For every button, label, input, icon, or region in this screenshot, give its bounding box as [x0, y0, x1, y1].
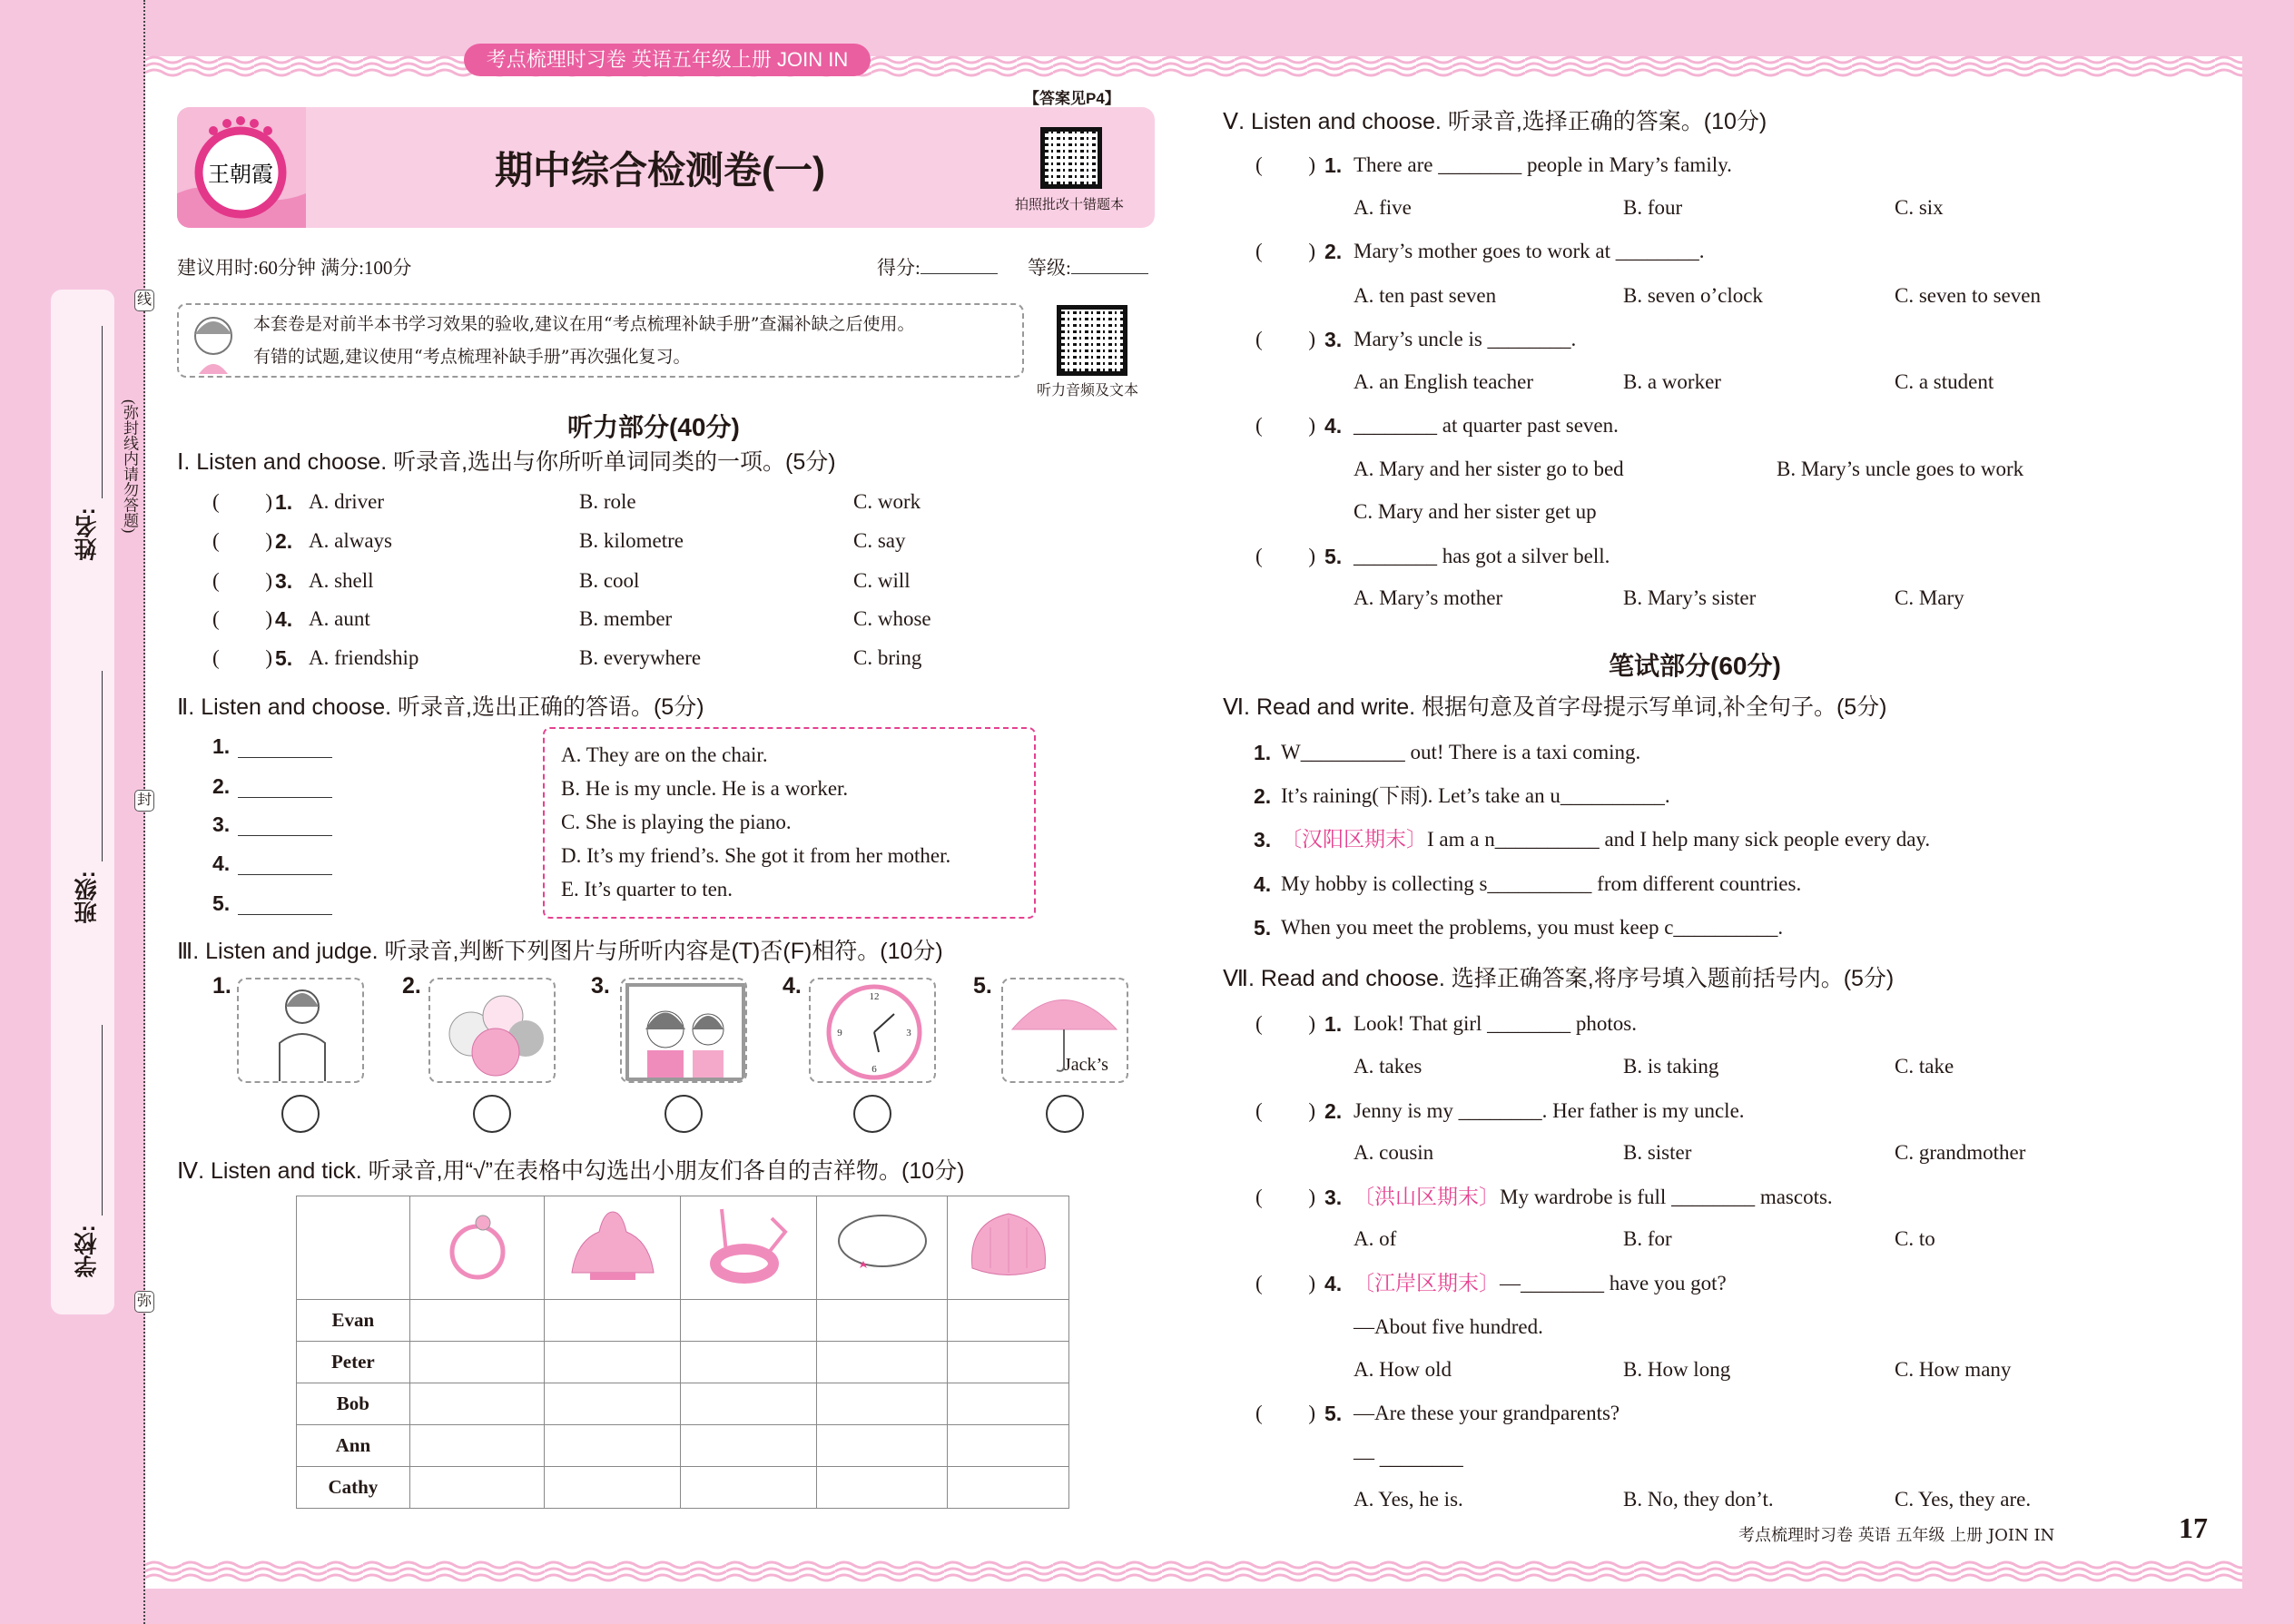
tick-cell[interactable] [948, 1300, 1069, 1342]
question-text: —Are these your grandparents? [1354, 1402, 1620, 1424]
judge-answer-circle[interactable] [281, 1095, 320, 1133]
time-and-score-info: 建议用时:60分钟 满分:100分 [177, 257, 412, 279]
logo-lettering: 王朝霞 [208, 162, 273, 187]
question-line [1354, 1097, 1745, 1125]
option-a: A. always [309, 529, 392, 552]
option-c: C. a student [1895, 370, 1994, 393]
question-text: ________ at quarter past seven. [1354, 414, 1619, 437]
option-c: C. How many [1895, 1358, 2012, 1381]
notice-line-1: 本套卷是对前半本书学习效果的验收,建议在用“考点梳理补缺手册”查漏补缺之后使用。 [253, 314, 915, 334]
question-text: —________ have you got? [1500, 1272, 1727, 1294]
question-number: 3. [1324, 328, 1343, 351]
judge-answer-circle[interactable] [665, 1095, 703, 1133]
question-text: My wardrobe is full ________ mascots. [1500, 1186, 1833, 1208]
top-wave-border [145, 54, 2242, 78]
tick-cell[interactable] [948, 1383, 1069, 1425]
option-b: B. Mary’s uncle goes to work [1777, 458, 2024, 480]
answer-bracket[interactable]: ( ) [1255, 1012, 1315, 1035]
option-c: C. to [1895, 1227, 1935, 1250]
answer-bracket[interactable]: ( ) [212, 607, 272, 630]
option-c: C. say [853, 529, 906, 552]
writing-part-title: 笔试部分(60分) [1609, 652, 1781, 680]
answer-blank[interactable] [238, 797, 332, 798]
question-text: Mary’s mother goes to work at ________. [1354, 240, 1705, 262]
answer-option: A. They are on the chair. [561, 743, 768, 766]
question-line [1354, 1270, 1727, 1297]
question-number: 1. [212, 734, 231, 758]
table-row [297, 1342, 1069, 1383]
answer-bracket[interactable]: ( ) [1255, 240, 1315, 262]
tick-cell[interactable] [409, 1383, 545, 1425]
option-b: B. kilometre [579, 529, 684, 552]
question-line [1354, 1010, 1637, 1038]
table-row [297, 1467, 1069, 1509]
answer-option: B. He is my uncle. He is a worker. [561, 777, 849, 800]
child-name: Bob [297, 1383, 410, 1425]
option-b: B. No, they don’t. [1623, 1488, 1774, 1511]
tick-cell[interactable] [948, 1467, 1069, 1509]
child-name: Evan [297, 1300, 410, 1342]
question-number: 4. [1324, 1272, 1343, 1295]
answer-bracket[interactable]: ( ) [1255, 1186, 1315, 1208]
option-b: B. seven o’clock [1623, 284, 1763, 307]
seal-mark-close: 弥 [134, 1291, 154, 1313]
option-a: A. Mary’s mother [1354, 586, 1503, 609]
answer-blank[interactable] [238, 874, 332, 875]
name-label: 姓名: [74, 507, 100, 561]
question-line [1354, 1400, 1620, 1427]
section-6-heading: Ⅵ. Read and write. 根据句意及首字母提示写单词,补全句子。(5分) [1223, 694, 1887, 720]
answer-bracket[interactable]: ( ) [1255, 153, 1315, 176]
shell-mascot-icon [948, 1196, 1069, 1300]
tick-cell[interactable] [545, 1342, 681, 1383]
judge-answer-circle[interactable] [473, 1095, 511, 1133]
option-a: A. shell [309, 569, 374, 592]
tick-cell[interactable] [817, 1425, 948, 1467]
tick-cell[interactable] [948, 1425, 1069, 1467]
section-3-heading: Ⅲ. Listen and judge. 听录音,判断下列图片与所听内容是(T)否(F)相符。(10分) [177, 939, 943, 964]
page-number: 17 [2179, 1511, 2208, 1544]
question-number: 1. [1254, 741, 1272, 764]
option-a: A. takes [1354, 1055, 1423, 1078]
class-field[interactable] [102, 671, 103, 861]
question-number: 2. [1254, 784, 1272, 808]
question-line [1281, 782, 1670, 810]
question-text: There are ________ people in Mary’s family. [1354, 153, 1732, 176]
question-number: 4. [212, 851, 231, 875]
question-number: 3. [1324, 1186, 1343, 1209]
notice-box [177, 303, 1024, 378]
question-number: 2. [275, 529, 293, 553]
seal-mark-seal: 封 [134, 790, 154, 812]
answer-bracket[interactable]: ( ) [212, 529, 272, 552]
dialogue-reply: — ________ [1354, 1446, 1463, 1469]
answer-option: E. It’s quarter to ten. [561, 878, 733, 901]
source-tag: 〔江岸区期末〕 [1354, 1272, 1500, 1294]
judge-answer-circle[interactable] [853, 1095, 891, 1133]
picture-number: 3. [591, 973, 610, 999]
qr-caption-audio: 听力音频及文本 [1037, 381, 1139, 399]
option-b: B. Mary’s sister [1623, 586, 1757, 609]
option-b: B. sister [1623, 1141, 1692, 1164]
question-number: 1. [275, 490, 293, 514]
question-number: 5. [275, 646, 293, 670]
section-1-heading: Ⅰ. Listen and choose. 听录音,选出与你所听单词同类的一项。(5分) [177, 449, 836, 475]
picture-number: 1. [212, 973, 231, 999]
student-info-strip [51, 290, 114, 1314]
tick-cell[interactable] [545, 1300, 681, 1342]
question-number: 3. [275, 569, 293, 593]
child-name: Cathy [297, 1467, 410, 1509]
score-label: 得分: [877, 257, 921, 279]
option-b: B. member [579, 607, 673, 630]
seal-note: (弥封线内请勿答题) [121, 399, 138, 534]
option-a: A. friendship [309, 646, 419, 669]
option-a: A. aunt [309, 607, 370, 630]
tick-cell[interactable] [817, 1383, 948, 1425]
question-number: 4. [275, 607, 293, 631]
listening-part-title: 听力部分(40分) [567, 413, 740, 441]
school-label: 学校: [74, 1225, 100, 1278]
ring-mascot-icon [409, 1196, 545, 1300]
footer-series: 考点梳理时习卷 英语 五年级 上册 JOIN IN [1738, 1526, 2055, 1545]
question-text: Jenny is my ________. Her father is my uncle. [1354, 1099, 1745, 1122]
question-line [1281, 826, 1930, 853]
judge-picture-1 [237, 978, 364, 1083]
section-7-heading: Ⅶ. Read and choose. 选择正确答案,将序号填入题前括号内。(5分) [1223, 966, 1895, 991]
judge-picture-4 [809, 978, 936, 1083]
tick-cell[interactable] [545, 1425, 681, 1467]
necklace-mascot-icon [817, 1196, 948, 1300]
option-c: C. work [853, 490, 921, 513]
tick-cell[interactable] [817, 1300, 948, 1342]
option-a: A. of [1354, 1227, 1397, 1250]
tick-cell[interactable] [409, 1342, 545, 1383]
table-row [297, 1300, 1069, 1342]
option-b: B. everywhere [579, 646, 702, 669]
picture-number: 2. [402, 973, 421, 999]
option-b: B. a worker [1623, 370, 1721, 393]
option-c: C. seven to seven [1895, 284, 2041, 307]
source-tag: 〔汉阳区期末〕 [1281, 828, 1427, 851]
question-number: 4. [1254, 872, 1272, 896]
svg-text:6: 6 [871, 1064, 877, 1075]
svg-text:12: 12 [869, 991, 880, 1002]
option-a: A. driver [309, 490, 385, 513]
question-number: 5. [1324, 545, 1343, 568]
option-c: C. will [853, 569, 911, 592]
tick-cell[interactable] [817, 1467, 948, 1509]
option-a: A. ten past seven [1354, 284, 1497, 307]
option-c: C. Mary [1895, 586, 1964, 609]
umbrella-owner-label: Jack’s [1064, 1055, 1108, 1075]
tick-cell[interactable] [681, 1300, 817, 1342]
answer-blank[interactable] [238, 835, 332, 836]
answer-bracket[interactable]: ( ) [1255, 545, 1315, 567]
section-4-heading: Ⅳ. Listen and tick. 听录音,用“√”在表格中勾选出小朋友们各自的吉祥物。(10分) [177, 1158, 965, 1184]
question-line [1281, 871, 1801, 898]
question-text: When you meet the problems, you must keep c__________. [1281, 916, 1784, 939]
tick-cell[interactable] [681, 1383, 817, 1425]
girl-avatar-icon [186, 309, 241, 374]
answer-bracket[interactable]: ( ) [1255, 328, 1315, 350]
question-number: 1. [1324, 153, 1343, 177]
judge-answer-circle[interactable] [1046, 1095, 1084, 1133]
grade-label: 等级: [1028, 257, 1071, 279]
tick-cell[interactable] [409, 1425, 545, 1467]
answer-blank[interactable] [238, 757, 332, 758]
source-tag: 〔洪山区期末〕 [1354, 1186, 1500, 1208]
judge-picture-2 [428, 978, 556, 1083]
tick-cell[interactable] [681, 1467, 817, 1509]
qr-code-audio[interactable] [1057, 305, 1127, 376]
svg-text:3: 3 [906, 1028, 911, 1038]
answer-bracket[interactable]: ( ) [212, 569, 272, 592]
answer-bracket[interactable]: ( ) [1255, 1402, 1315, 1424]
exam-title: 期中综合检测卷(一) [495, 149, 825, 192]
picture-number: 4. [783, 973, 802, 999]
tick-cell[interactable] [409, 1467, 545, 1509]
notice-line-2: 有错的试题,建议使用“考点梳理补缺手册”再次强化复习。 [253, 347, 691, 367]
question-number: 4. [1324, 414, 1343, 438]
option-c: C. six [1895, 196, 1944, 219]
option-b: B. for [1623, 1227, 1672, 1250]
question-number: 2. [1324, 240, 1343, 263]
school-field[interactable] [102, 1025, 103, 1216]
tick-cell[interactable] [681, 1425, 817, 1467]
judge-picture-3 [620, 978, 747, 1083]
question-text: I am a n__________ and I help many sick people every day. [1427, 828, 1931, 851]
bottom-wave-border [145, 1560, 2242, 1583]
question-number: 5. [1324, 1402, 1343, 1425]
answer-blank[interactable] [238, 914, 332, 915]
answer-option: C. She is playing the piano. [561, 811, 792, 833]
question-line [1354, 1184, 1833, 1211]
option-a: A. Yes, he is. [1354, 1488, 1463, 1511]
option-a: A. cousin [1354, 1141, 1434, 1164]
seal-dotted-line [143, 0, 145, 1624]
tick-cell[interactable] [681, 1342, 817, 1383]
child-name: Ann [297, 1425, 410, 1467]
brand-logo [177, 107, 306, 228]
picture-number: 5. [973, 973, 992, 999]
option-b: B. four [1623, 196, 1683, 219]
bell-mascot-icon [545, 1196, 681, 1300]
option-c: C. grandmother [1895, 1141, 2026, 1164]
qr-caption-correction: 拍照批改十错题本 [1015, 197, 1125, 212]
tick-cell[interactable] [817, 1342, 948, 1383]
option-c: C. whose [853, 607, 931, 630]
qr-code-correction[interactable] [1040, 127, 1102, 189]
option-c: C. bring [853, 646, 922, 669]
question-text: W__________ out! There is a taxi coming. [1281, 741, 1641, 763]
mascot-tick-table [296, 1196, 1069, 1509]
question-text: It’s raining(下雨). Let’s take an u__________. [1281, 784, 1670, 807]
answer-bracket[interactable]: ( ) [1255, 414, 1315, 437]
answer-bracket[interactable]: ( ) [212, 646, 272, 669]
tick-cell[interactable] [545, 1467, 681, 1509]
table-row [297, 1383, 1069, 1425]
score-field[interactable] [921, 273, 998, 274]
question-number: 5. [1254, 916, 1272, 940]
grade-field[interactable] [1071, 273, 1148, 274]
tick-cell[interactable] [409, 1300, 545, 1342]
question-number: 5. [212, 891, 231, 915]
mascot-header-row [297, 1196, 1069, 1300]
seal-mark-line: 线 [134, 290, 154, 311]
class-label: 班级: [74, 871, 100, 924]
name-field[interactable] [102, 326, 103, 498]
question-number: 1. [1324, 1012, 1343, 1036]
series-banner: 考点梳理时习卷 英语五年级上册 JOIN IN [464, 44, 871, 76]
question-text: Mary’s uncle is ________. [1354, 328, 1577, 350]
section-5-heading: Ⅴ. Listen and choose. 听录音,选择正确的答案。(10分) [1223, 109, 1767, 134]
answer-bracket[interactable]: ( ) [1255, 1272, 1315, 1294]
answer-bracket[interactable]: ( ) [212, 490, 272, 513]
question-number: 2. [1324, 1099, 1343, 1123]
answer-bracket[interactable]: ( ) [1255, 1099, 1315, 1122]
question-line [1281, 739, 1640, 766]
option-a: A. five [1354, 196, 1412, 219]
question-line [1281, 914, 1783, 941]
question-number: 2. [212, 774, 231, 798]
question-text: ________ has got a silver bell. [1354, 545, 1610, 567]
option-b: B. How long [1623, 1358, 1731, 1381]
question-text: My hobby is collecting s__________ from different countries. [1281, 872, 1802, 895]
table-row [297, 1425, 1069, 1467]
question-text: Look! That girl ________ photos. [1354, 1012, 1637, 1035]
option-a: A. Mary and her sister go to bed [1354, 458, 1624, 480]
option-c: C. take [1895, 1055, 1954, 1078]
svg-text:9: 9 [837, 1028, 842, 1038]
bracelet-mascot-icon [681, 1196, 817, 1300]
dialogue-reply: —About five hundred. [1354, 1315, 1543, 1338]
option-a: A. an English teacher [1354, 370, 1533, 393]
question-number: 3. [1254, 828, 1272, 851]
option-b: B. role [579, 490, 636, 513]
option-b: B. is taking [1623, 1055, 1719, 1078]
answer-option: D. It’s my friend’s. She got it from her mother. [561, 844, 951, 867]
tick-cell[interactable] [948, 1342, 1069, 1383]
option-a: A. How old [1354, 1358, 1452, 1381]
section-2-heading: Ⅱ. Listen and choose. 听录音,选出正确的答语。(5分) [177, 694, 704, 720]
tick-cell[interactable] [545, 1383, 681, 1425]
option-b: B. cool [579, 569, 640, 592]
child-name: Peter [297, 1342, 410, 1383]
question-number: 3. [212, 812, 231, 836]
option-c: C. Yes, they are. [1895, 1488, 2032, 1511]
option-c: C. Mary and her sister get up [1354, 500, 1597, 523]
answer-reference: 【答案见P4】 [1024, 90, 1120, 107]
